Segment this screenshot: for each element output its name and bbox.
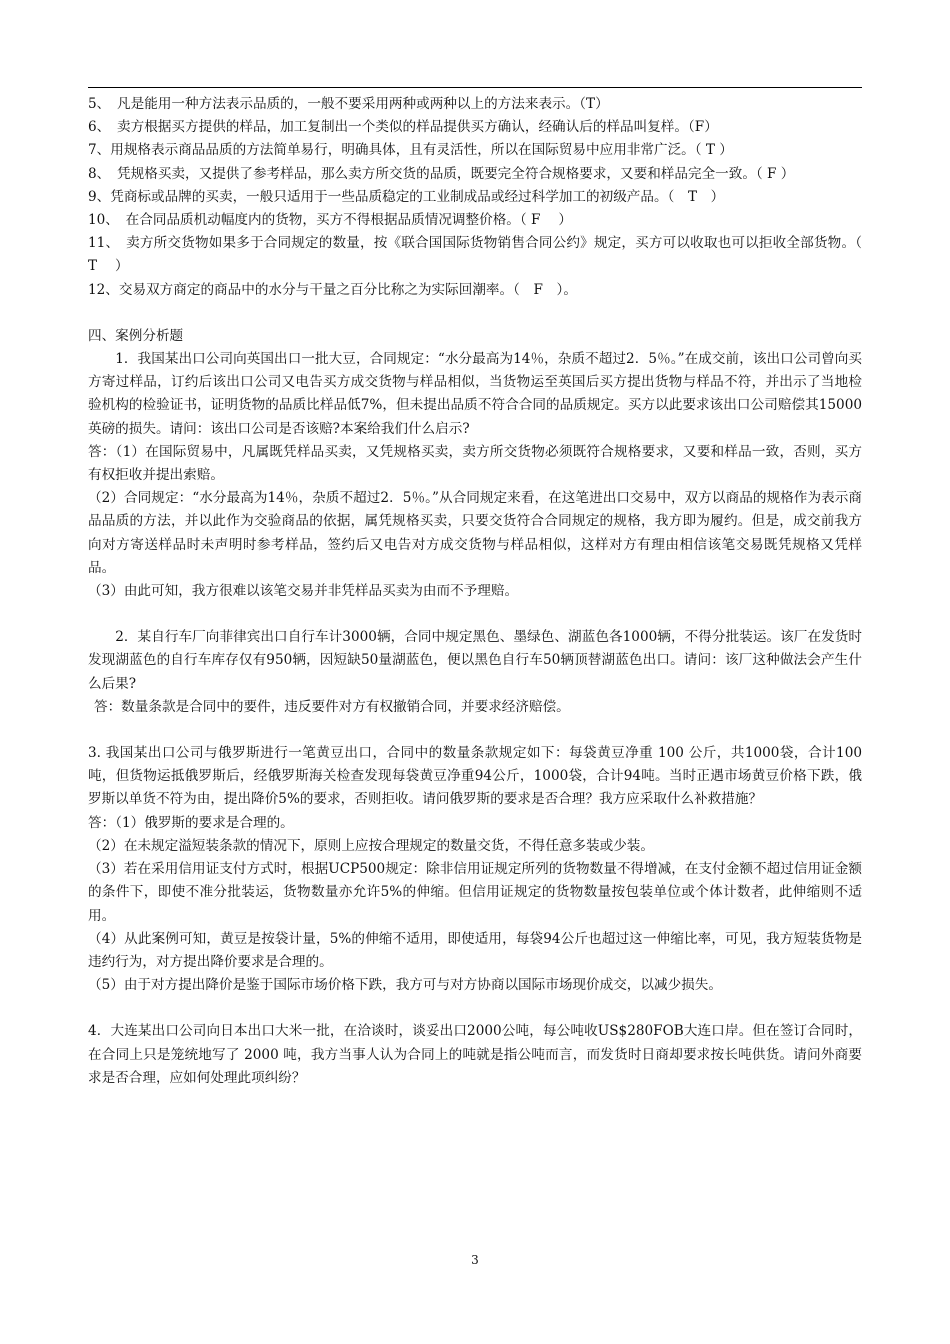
case-4-question: 4．大连某出口公司向日本出口大米一批，在洽谈时，谈妥出口2000公吨，每公吨收US$280FOB大连口岸。但在签订合同时，在合同上只是笼统地写了 2000 吨，我方当事人认为合同上的吨就是指公吨而言，而发货时日商却要求按长吨供货。请问外商要求是否合理，应如何处理此项纠纷？ (88, 1023, 862, 1086)
case-1-question: 1．我国某出口公司向英国出口一批大豆，合同规定：“水分最高为14％，杂质不超过2．5％。”在成交前，该出口公司曾向买方寄过样品，订约后该出口公司又电告买方成交货物与样品相似，当货物运至英国后买方提出货物与样品不符，并出示了当地检验机构的检验证书，证明货物的品质比样品低7%，但未提出品质不符合合同的品质规定。买方以此要求该出口公司赔偿其15000英磅的损失。请问：该出口公司是否该赔?本案给我们什么启示? (88, 351, 862, 437)
page-number: 3 (471, 1253, 479, 1267)
case-1-answer-3: （3）由此可知，我方很难以该笔交易并非凭样品买卖为由而不予理赔。 (88, 583, 519, 600)
case-3-answer-5: （5）由于对方提出降价是鉴于国际市场价格下跌，我方可与对方协商以国际市场现价成交，以减少损失。 (88, 977, 722, 994)
judgement-item-9: 9、凭商标或品牌的买卖，一般只适用于一些品质稳定的工业制成品或经过科学加工的初级产品。（ T ） (88, 188, 725, 205)
case-3-answer-3: （3）若在采用信用证支付方式时，根据UCP500规定：除非信用证规定所列的货物数量不得增减，在支付金额不超过信用证金额的条件下，即使不准分批装运，货物数量亦允许5%的伸缩。但信用证规定的货物数量按包装单位或个体计数者，此伸缩则不适用。 (88, 861, 862, 924)
judgement-item-11: 11、 卖方所交货物如果多于合同规定的数量，按《联合国国际货物销售合同公约》规定，买方可以收取也可以拒收全部货物。（ T ） (88, 235, 862, 275)
case-2-answer: 答：数量条款是合同中的要件，违反要件对方有权撤销合同，并要求经济赔偿。 (94, 698, 570, 715)
spacer (88, 997, 862, 1020)
judgement-item-5: 5、 凡是能用一种方法表示品质的，一般不要采用两种或两种以上的方法来表示。（T） (88, 96, 609, 112)
page-content (88, 93, 862, 1090)
spacer (88, 302, 862, 325)
spacer (88, 603, 862, 626)
judgement-item-8: 8、 凭规格买卖，又提供了参考样品，那么卖方所交货的品质，既要完全符合规格要求，又要和样品完全一致。（ F ） (88, 165, 795, 182)
header-rule (88, 87, 862, 88)
spacer (88, 719, 862, 742)
case-3-answer-2: （2）在未规定溢短装条款的情况下，原则上应按合理规定的数量交货，不得任意多装或少装。 (88, 837, 654, 854)
case-3-question: 3. 我国某出口公司与俄罗斯进行一笔黄豆出口，合同中的数量条款规定如下：每袋黄豆净重 100 公斤，共1000袋，合计100吨，但货物运抵俄罗斯后，经俄罗斯海关检查发现每袋黄豆净重94公斤，1000袋，合计94吨。当时正遇市场黄豆价格下跌，俄罗斯以单货不符为由，提出降价5%的要求，否则拒收。请问俄罗斯的要求是否合理？我方应采取什么补救措施？ (88, 745, 862, 808)
case-1-answer-1: 答：（1）在国际贸易中，凡属既凭样品买卖，又凭规格买卖，卖方所交货物必须既符合规格要求，又要和样品一致，否则，买方有权拒收并提出索赔。 (88, 443, 862, 484)
case-3-answer-1: 答：（1）俄罗斯的要求是合理的。 (88, 814, 294, 831)
judgement-item-12: 12、交易双方商定的商品中的水分与干量之百分比称之为实际回潮率。（ F ）。 (88, 281, 577, 298)
judgement-item-6: 6、 卖方根据买方提供的样品，加工复制出一个类似的样品提供买方确认，经确认后的样品叫复样。（F） (88, 119, 718, 136)
section-title: 四、案例分析题 (88, 327, 184, 344)
judgement-item-7: 7、用规格表示商品品质的方法简单易行，明确具体，且有灵活性，所以在国际贸易中应用非常广泛。（ T ） (88, 142, 733, 159)
judgement-item-10: 10、 在合同品质机动幅度内的货物，买方不得根据品质情况调整价格。（ F ） (88, 212, 572, 229)
case-3-answer-4: （4）从此案例可知，黄豆是按袋计量，5%的伸缩不适用，即使适用，每袋94公斤也超过这一伸缩比率，可见，我方短装货物是违约行为，对方提出降价要求是合理的。 (88, 930, 862, 970)
case-1-answer-2: （2）合同规定：“水分最高为14％，杂质不超过2．5％。”从合同规定来看，在这笔进出口交易中，双方以商品的规格作为表示商品品质的方法，并以此作为交验商品的依据，属凭规格买卖，只要交货符合合同规定的规格，我方即为履约。但是，成交前我方向对方寄送样品时未声明时参考样品，签约后又电告对方成交货物与样品相似，这样对方有理由相信该笔交易既凭规格又凭样品。 (88, 490, 862, 576)
case-2-question: 2．某自行车厂向菲律宾出口自行车计3000辆，合同中规定黑色、墨绿色、湖蓝色各1000辆，不得分批装运。该厂在发货时发现湖蓝色的自行车库存仅有950辆，因短缺50量湖蓝色，便以黑色自行车50辆顶替湖蓝色出口。请问：该厂这种做法会产生什么后果? (88, 629, 862, 692)
